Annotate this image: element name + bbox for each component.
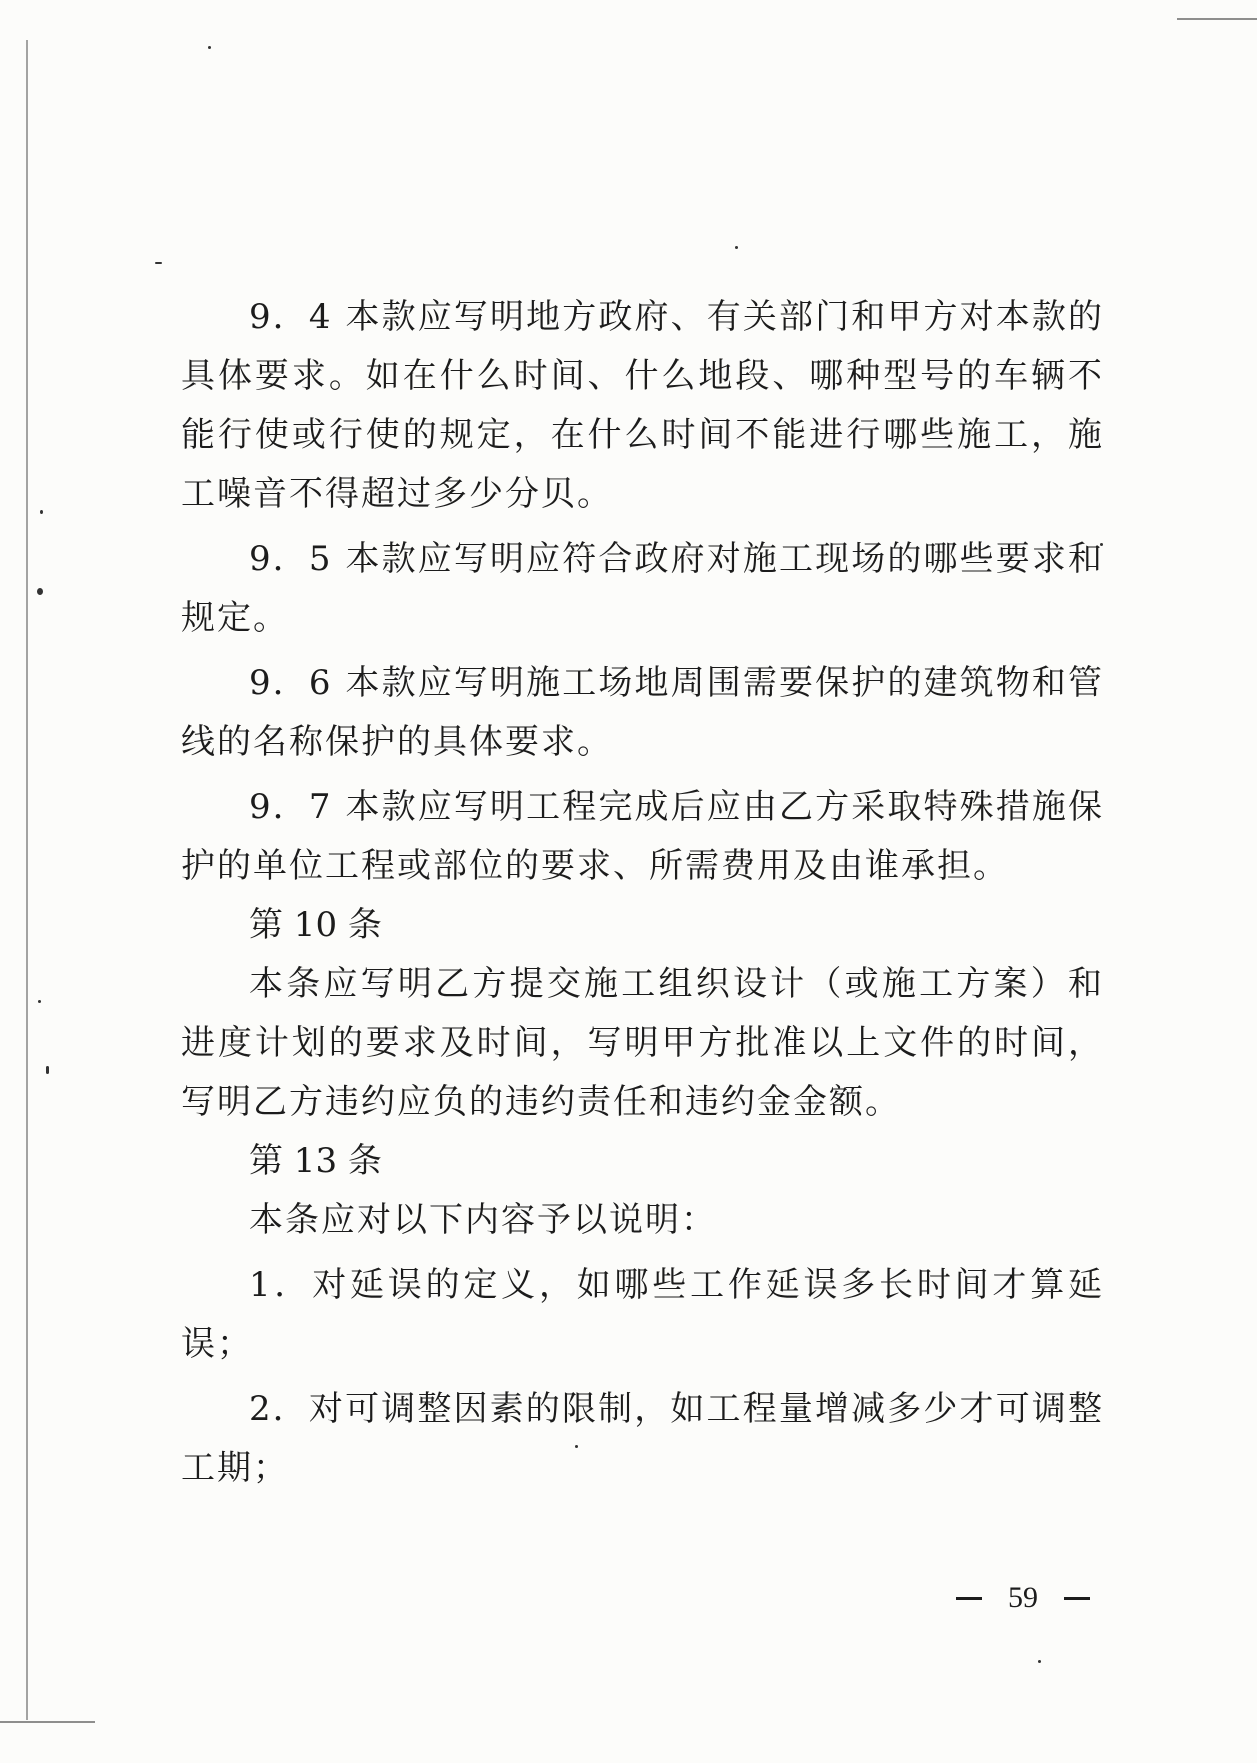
scan-speck (1038, 1660, 1041, 1663)
paragraph-9-6: 9．6 本款应写明施工场地周围需要保护的建筑物和管线的名称保护的具体要求。 (181, 663, 1104, 762)
scan-speck (37, 588, 43, 595)
paragraph-9-5: 9．5 本款应写明应符合政府对施工现场的哪些要求和规定。 (181, 539, 1104, 638)
scan-speck (155, 262, 162, 264)
article-13-heading: 第 13 条 (249, 1141, 382, 1181)
article-10-heading: 第 10 条 (249, 905, 382, 945)
scan-speck (46, 1066, 49, 1074)
scan-speck (208, 46, 211, 49)
paragraph-article-13-intro: 本条应对以下内容予以说明： (249, 1200, 717, 1240)
document-body (181, 288, 1104, 1498)
paragraph-9-4: 9．4 本款应写明地方政府、有关部门和甲方对本款的具体要求。如在什么时间、什么地段、哪种型号的车辆不能行使或行使的规定，在什么时间不能进行哪些施工，施工噪音不得超过多少分贝。 (181, 297, 1104, 514)
scan-speck (735, 246, 738, 249)
paragraph-article-13-item-2: 2．对可调整因素的限制，如工程量增减多少才可调整工期； (181, 1389, 1104, 1488)
scan-top-rule (1177, 18, 1257, 20)
scan-speck (38, 1000, 41, 1003)
page-number-dash-left (956, 1597, 982, 1600)
page-number-dash-right (1064, 1597, 1090, 1600)
page-number-text: 59 (1008, 1581, 1038, 1614)
page-number (956, 1580, 1090, 1616)
paragraph-9-7: 9．7 本款应写明工程完成后应由乙方采取特殊措施保护的单位工程或部位的要求、所需费用及由谁承担。 (181, 787, 1104, 886)
scan-left-edge-line (26, 40, 28, 1720)
scan-speck (40, 510, 43, 514)
scan-bottom-rule (0, 1721, 95, 1723)
paragraph-article-13-item-1: 1．对延误的定义，如哪些工作延误多长时间才算延误； (181, 1265, 1104, 1364)
paragraph-article-10: 本条应写明乙方提交施工组织设计（或施工方案）和进度计划的要求及时间，写明甲方批准以上文件的时间，写明乙方违约应负的违约责任和违约金金额。 (181, 964, 1104, 1122)
